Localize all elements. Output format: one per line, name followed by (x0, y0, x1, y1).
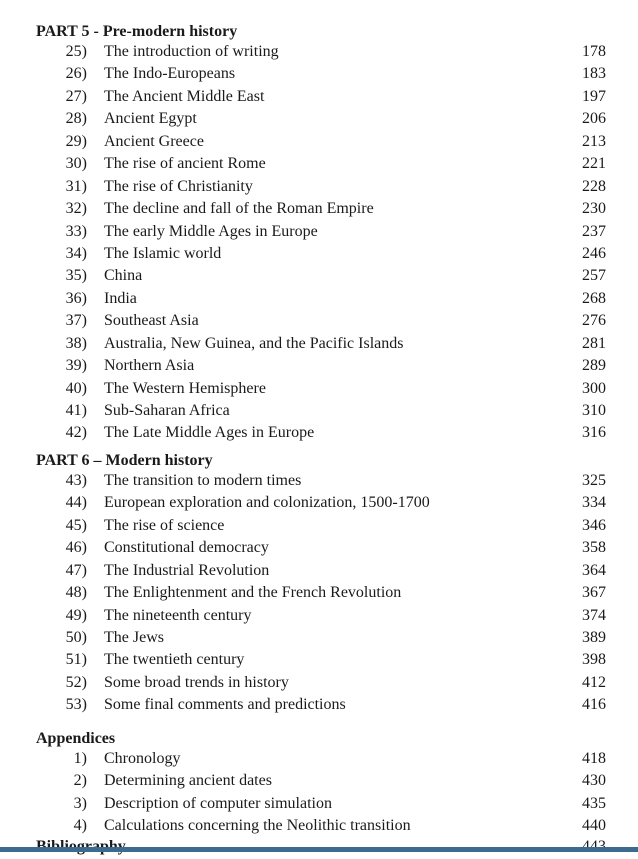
entry-page: 237 (582, 222, 606, 240)
entry-number: 44) (65, 494, 87, 512)
entry-title: Southeast Asia (104, 312, 199, 330)
entry-page: 221 (582, 155, 606, 173)
toc-entry[interactable] (0, 815, 638, 837)
toc-entry[interactable] (0, 243, 638, 265)
toc-entry[interactable] (0, 492, 638, 514)
toc-entry[interactable] (0, 221, 638, 243)
part5-heading: PART 5 - Pre-modern history (36, 23, 238, 40)
toc-entry[interactable] (0, 422, 638, 444)
entry-title: Chronology (104, 749, 181, 767)
entry-number: 1) (73, 749, 87, 767)
entry-number: 38) (65, 334, 87, 352)
entry-page: 346 (582, 516, 606, 534)
entry-page: 213 (582, 132, 606, 150)
entry-number: 45) (65, 516, 87, 534)
toc-entry[interactable] (0, 310, 638, 332)
toc-entry[interactable] (0, 582, 638, 604)
entry-page: 325 (582, 471, 606, 489)
entry-page: 418 (582, 749, 606, 767)
entry-title: The Western Hemisphere (104, 379, 266, 397)
toc-entry[interactable] (0, 400, 638, 422)
toc-entry[interactable] (0, 265, 638, 287)
entry-title: The nineteenth century (104, 606, 252, 624)
entry-page: 389 (582, 628, 606, 646)
toc-entry[interactable] (0, 793, 638, 815)
entry-title: Description of computer simulation (104, 794, 332, 812)
entry-number: 49) (65, 606, 87, 624)
entry-title: The Enlightenment and the French Revolution (104, 584, 402, 602)
entry-number: 34) (65, 244, 87, 262)
entry-number: 2) (73, 772, 87, 790)
toc-entry[interactable] (0, 748, 638, 770)
toc-entry[interactable] (0, 288, 638, 310)
entry-title: The decline and fall of the Roman Empire (104, 200, 374, 218)
entry-number: 33) (65, 222, 87, 240)
entry-page: 228 (582, 177, 606, 195)
entry-title: Calculations concerning the Neolithic transition (104, 817, 411, 834)
entry-title: The twentieth century (104, 651, 245, 669)
entry-title: Determining ancient dates (104, 772, 272, 790)
entry-title: China (104, 267, 143, 285)
entry-number: 3) (73, 794, 87, 812)
entry-title: The Ancient Middle East (104, 87, 265, 105)
toc-entry[interactable] (0, 333, 638, 355)
entry-number: 51) (65, 651, 87, 669)
toc-entry[interactable] (0, 605, 638, 627)
entry-number: 41) (65, 402, 87, 419)
spacer (0, 717, 638, 729)
entry-number: 52) (65, 673, 87, 691)
entry-number: 27) (65, 87, 87, 105)
entry-number: 53) (65, 696, 87, 714)
entry-number: 35) (65, 267, 87, 285)
entry-page: 246 (582, 244, 606, 262)
entry-number: 25) (65, 43, 87, 60)
toc-entry[interactable] (0, 176, 638, 198)
toc-entry[interactable] (0, 153, 638, 175)
entry-page: 435 (582, 794, 606, 812)
entry-page: 197 (582, 87, 606, 105)
entry-page: 257 (582, 267, 606, 285)
entry-title: Australia, New Guinea, and the Pacific Islands (104, 334, 404, 352)
entry-title: The rise of ancient Rome (104, 155, 266, 173)
entry-page: 364 (582, 561, 606, 579)
toc-entry[interactable] (0, 63, 638, 85)
entry-title: The rise of science (104, 516, 225, 534)
entry-number: 40) (65, 379, 87, 397)
entry-title: The Late Middle Ages in Europe (104, 424, 315, 442)
part5-list (0, 41, 638, 445)
entry-number: 48) (65, 584, 87, 602)
entry-number: 31) (65, 177, 87, 195)
entry-title: Some final comments and predictions (104, 696, 346, 714)
entry-page: 310 (582, 402, 606, 419)
table-of-contents (0, 22, 638, 859)
entry-number: 36) (65, 289, 87, 307)
toc-entry[interactable] (0, 560, 638, 582)
entry-number: 43) (65, 471, 87, 489)
entry-page: 334 (582, 494, 606, 512)
toc-entry[interactable] (0, 627, 638, 649)
entry-page: 412 (582, 673, 606, 691)
entry-title: The transition to modern times (104, 471, 302, 489)
entry-page: 276 (582, 312, 606, 330)
entry-number: 30) (65, 155, 87, 173)
appendices-list (0, 748, 638, 838)
entry-page: 358 (582, 539, 606, 557)
entry-page: 268 (582, 289, 606, 307)
entry-page: 367 (582, 584, 606, 602)
entry-page: 398 (582, 651, 606, 669)
toc-entry[interactable] (0, 694, 638, 716)
entry-title: The Islamic world (104, 244, 222, 262)
part6-heading: PART 6 – Modern history (36, 451, 213, 469)
toc-entry[interactable] (0, 108, 638, 130)
entry-page: 316 (582, 424, 606, 442)
entry-title: Ancient Egypt (104, 110, 197, 128)
entry-title: The rise of Christianity (104, 177, 253, 195)
appendices-heading: Appendices (36, 729, 116, 747)
entry-number: 4) (73, 817, 87, 834)
toc-entry[interactable] (0, 770, 638, 792)
toc-entry[interactable] (0, 131, 638, 153)
bottom-divider-bar (0, 847, 638, 852)
entry-number: 28) (65, 110, 87, 128)
entry-number: 37) (65, 312, 87, 330)
toc-entry[interactable] (0, 198, 638, 220)
entry-page: 440 (582, 817, 606, 834)
entry-number: 39) (65, 357, 87, 375)
entry-page: 178 (582, 43, 606, 60)
entry-title: The Jews (104, 628, 164, 646)
toc-entry[interactable] (0, 537, 638, 559)
toc-entry[interactable] (0, 515, 638, 537)
toc-entry[interactable] (0, 672, 638, 694)
entry-title: The early Middle Ages in Europe (104, 222, 318, 240)
entry-page: 430 (582, 772, 606, 790)
entry-number: 29) (65, 132, 87, 150)
entry-number: 26) (65, 65, 87, 83)
entry-page: 281 (582, 334, 606, 352)
entry-title: Northern Asia (104, 357, 195, 375)
entry-number: 46) (65, 539, 87, 557)
entry-number: 47) (65, 561, 87, 579)
entry-number: 42) (65, 424, 87, 442)
entry-title: Ancient Greece (104, 132, 204, 150)
entry-page: 289 (582, 357, 606, 375)
entry-number: 50) (65, 628, 87, 646)
entry-title: Sub-Saharan Africa (104, 402, 230, 419)
toc-entry[interactable] (0, 378, 638, 400)
entry-title: India (104, 289, 137, 307)
entry-title: Constitutional democracy (104, 539, 269, 557)
toc-entry[interactable] (0, 41, 638, 63)
part6-list (0, 470, 638, 717)
entry-title: European exploration and colonization, 1500-1700 (104, 494, 430, 512)
entry-page: 300 (582, 379, 606, 397)
entry-title: The Industrial Revolution (104, 561, 270, 579)
entry-number: 32) (65, 200, 87, 218)
toc-entry[interactable] (0, 86, 638, 108)
toc-entry[interactable] (0, 470, 638, 492)
entry-title: The introduction of writing (104, 43, 279, 60)
toc-entry[interactable] (0, 649, 638, 671)
entry-page: 230 (582, 200, 606, 218)
entry-page: 374 (582, 606, 606, 624)
entry-page: 206 (582, 110, 606, 128)
entry-title: The Indo-Europeans (104, 65, 236, 83)
entry-page: 416 (582, 696, 606, 714)
entry-title: Some broad trends in history (104, 673, 289, 691)
toc-entry[interactable] (0, 355, 638, 377)
entry-page: 183 (582, 65, 606, 83)
